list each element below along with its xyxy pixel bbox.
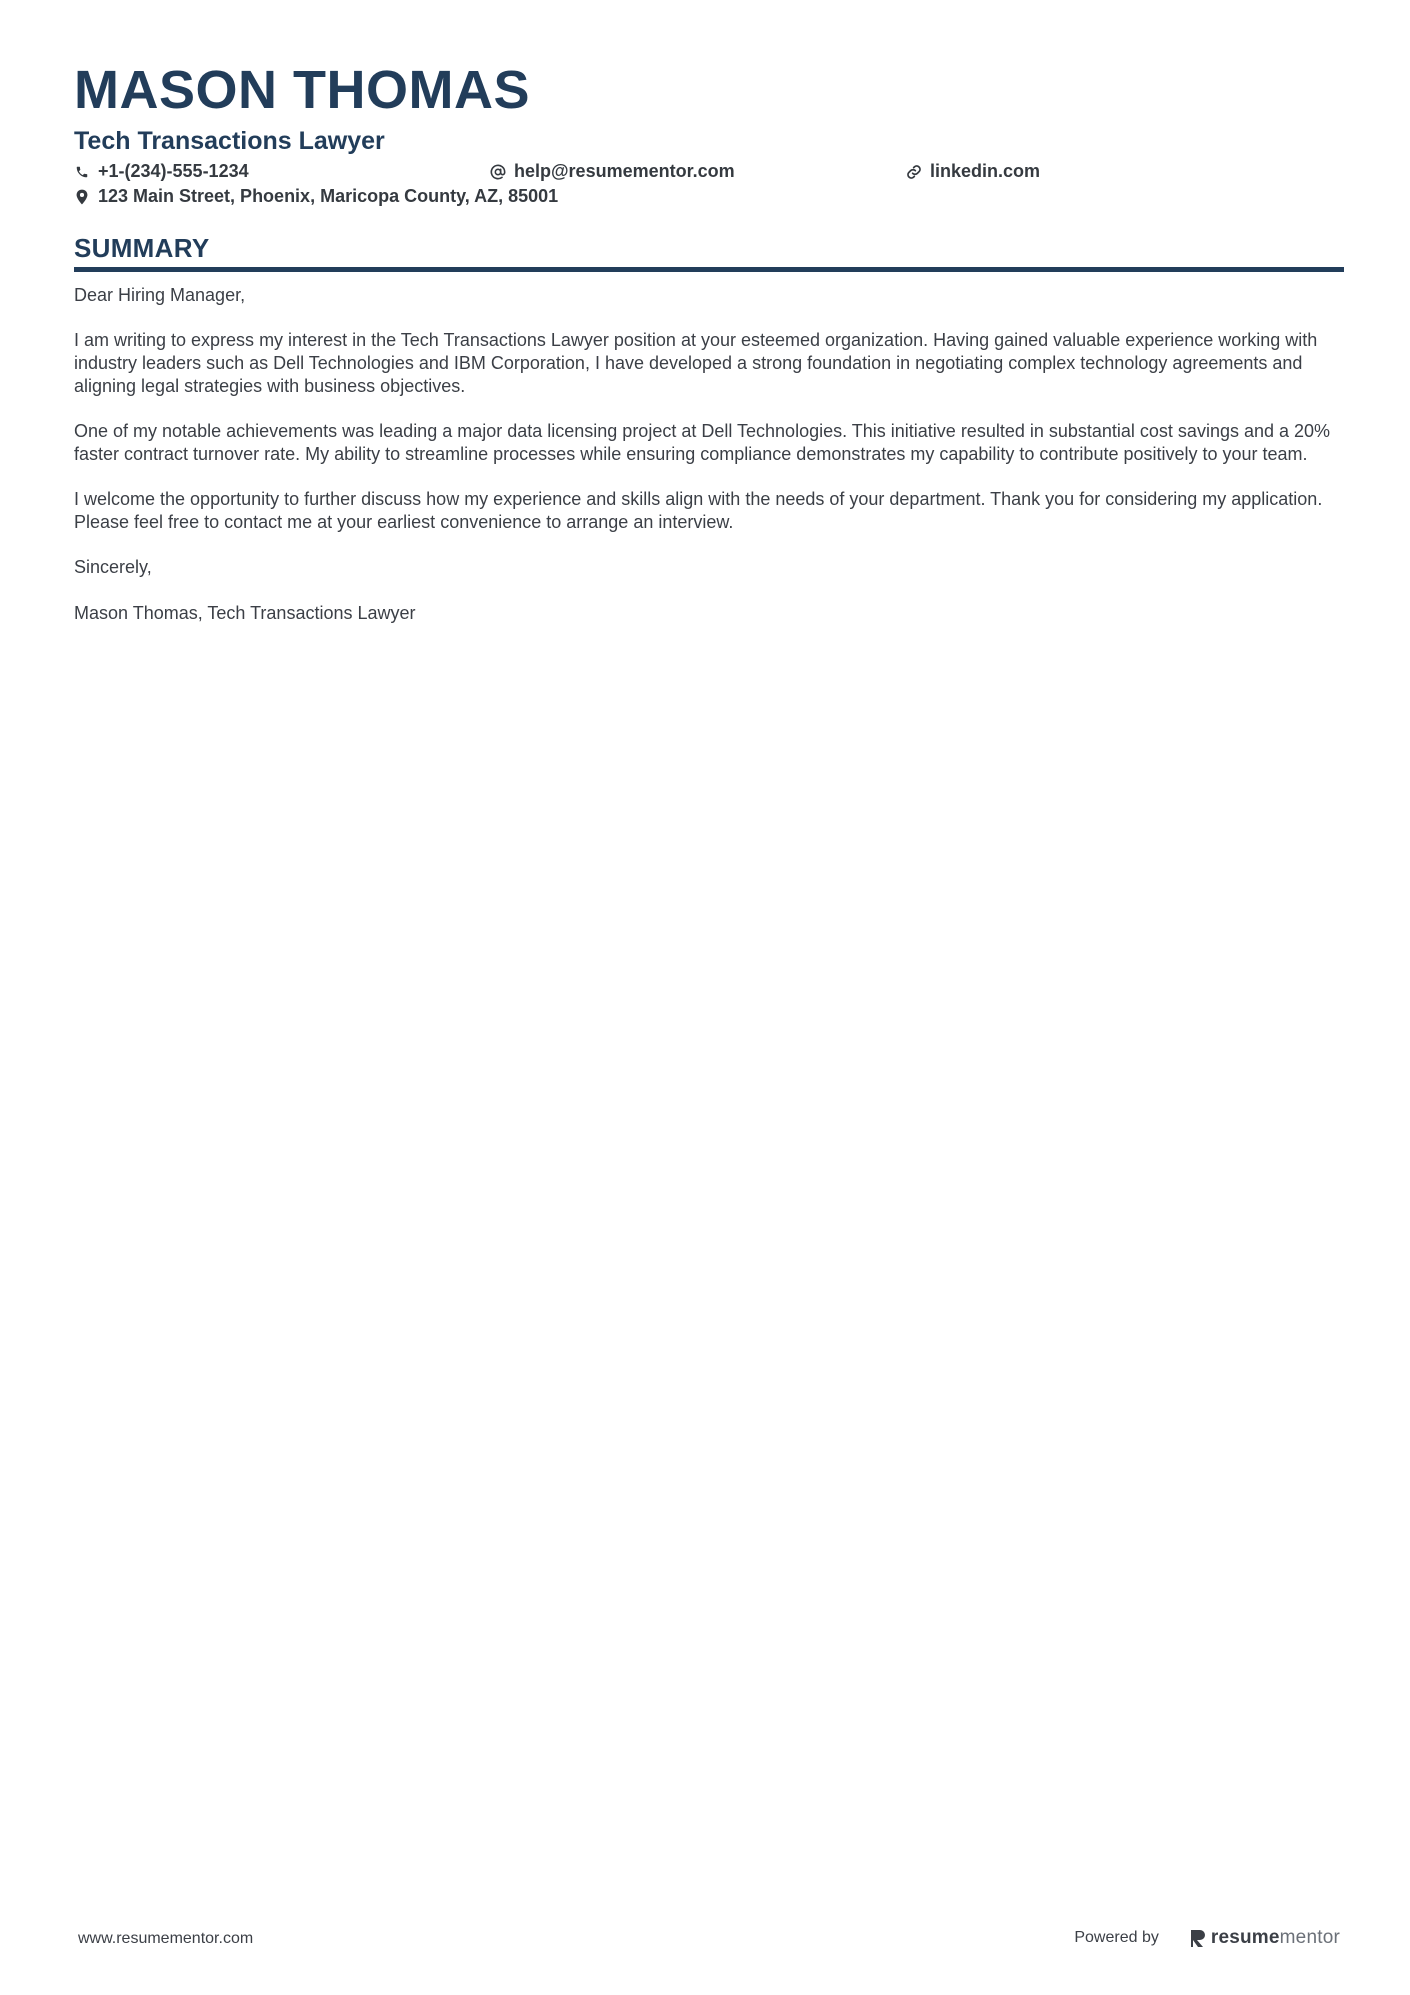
letter-body [74, 284, 1344, 624]
closing: Sincerely, [74, 557, 152, 578]
letter-paragraph: I welcome the opportunity to further discuss how my experience and skills align with the needs of your department. Thank you for considering my application. Please feel free to contact me at your earliest convenience to arrange an interview. [74, 489, 1323, 532]
map-pin-icon [74, 189, 90, 205]
phone-text[interactable]: +1-(234)-555-1234 [98, 161, 249, 181]
email-text[interactable]: help@resumementor.com [514, 161, 735, 181]
at-sign-icon [490, 164, 506, 180]
address-text: 123 Main Street, Phoenix, Maricopa County, AZ, 85001 [98, 186, 559, 206]
job-title: Tech Transactions Lawyer [74, 127, 385, 155]
section-heading: SUMMARY [74, 233, 210, 263]
resumementor-logo[interactable] [1189, 1927, 1340, 1949]
footer-branding [1074, 1924, 1340, 1952]
contact-row-2 [74, 184, 1344, 209]
website-text[interactable]: linkedin.com [930, 161, 1041, 181]
brand-name-light: mentor [1279, 1927, 1340, 1948]
footer-website[interactable]: www.resumementor.com [78, 1930, 254, 1947]
link-icon [906, 164, 922, 180]
summary-section [74, 232, 1344, 647]
section-divider [74, 267, 1344, 272]
brand-name-bold: resume [1210, 1927, 1280, 1948]
resumementor-logo-icon [1189, 1928, 1207, 1948]
contact-website [906, 159, 1040, 184]
letter-paragraph: One of my notable achievements was leading a major data licensing project at Dell Technologies. This initiative resulted in substantial cost savings and a 20% faster contract turnover rate. My ability to streamline processes while ensuring compliance demonstrates my capability to contribute positively to your team. [74, 421, 1331, 464]
signature: Mason Thomas, Tech Transactions Lawyer [74, 602, 416, 623]
letter-paragraph: I am writing to express my interest in the Tech Transactions Lawyer position at your esteemed organization. Having gained valuable experience working with industry leaders such as Dell Technologies and IBM Corporation, I have developed a strong foundation in negotiating complex technology agreements and aligning legal strategies with business objectives. [74, 330, 1318, 396]
powered-by-label: Powered by [1074, 1929, 1159, 1946]
contact-phone [74, 159, 249, 184]
contact-email [490, 159, 735, 184]
phone-icon [74, 164, 90, 180]
greeting: Dear Hiring Manager, [74, 285, 246, 305]
candidate-name: MASON THOMAS [74, 60, 530, 120]
header [74, 58, 1344, 209]
contact-row-1 [74, 159, 1344, 184]
contact-address [74, 184, 558, 209]
